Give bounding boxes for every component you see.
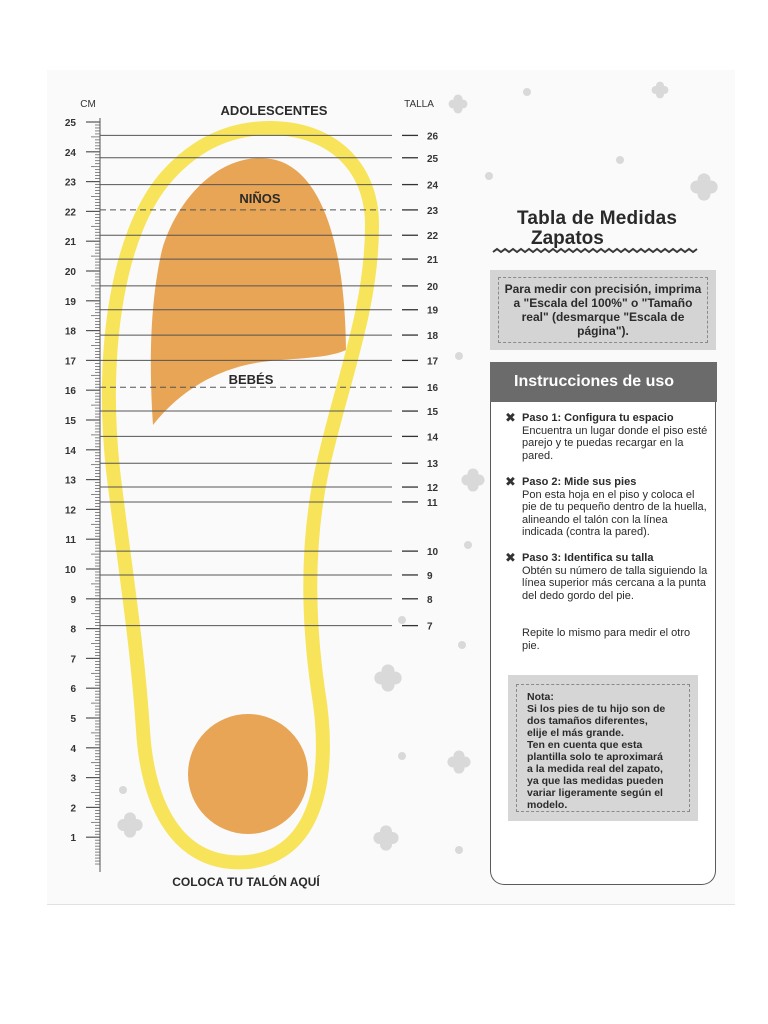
cm-tick-label: 1 xyxy=(70,833,76,845)
dot-decoration xyxy=(455,352,463,360)
flower-bullet-icon: ✖ xyxy=(505,550,516,565)
print-scale-text: Para medir con precisión, imprima a "Escala del 100%" o "Tamaño real" (desmarque "Escala de página"). xyxy=(498,277,708,343)
dot-decoration xyxy=(398,752,406,760)
dot-decoration xyxy=(523,88,531,96)
size-label: 17 xyxy=(427,356,439,368)
step-3 xyxy=(505,552,710,602)
dot-decoration xyxy=(455,846,463,854)
dot-decoration xyxy=(458,641,466,649)
step-2-title: Paso 2: Mide sus pies xyxy=(522,476,637,488)
cm-tick-label: 19 xyxy=(64,296,76,308)
size-label: 12 xyxy=(427,483,439,495)
flower-center xyxy=(382,834,390,842)
dot-decoration xyxy=(398,616,406,624)
flower-decoration-icon xyxy=(117,812,142,837)
nota-line: Si los pies de tu hijo son de xyxy=(527,703,666,715)
size-label: 23 xyxy=(427,205,439,217)
size-label: 9 xyxy=(427,570,433,582)
dot-decoration xyxy=(119,786,127,794)
cm-tick-label: 22 xyxy=(64,207,76,219)
cm-tick-label: 8 xyxy=(70,624,76,636)
size-label: 15 xyxy=(427,407,439,419)
cm-tick-label: 12 xyxy=(64,505,76,517)
repeat-note xyxy=(505,627,710,652)
size-label: 21 xyxy=(427,255,439,267)
flower-center xyxy=(699,182,708,191)
size-label: 11 xyxy=(427,497,438,509)
nota-line: elije el más grande. xyxy=(527,727,624,739)
flower-decoration-icon xyxy=(652,82,669,99)
dot-decoration xyxy=(464,541,472,549)
nota-line: ya que las medidas pueden xyxy=(527,775,664,787)
flower-decoration-icon xyxy=(449,95,468,114)
nota-line: modelo. xyxy=(527,799,568,811)
step-1 xyxy=(505,412,710,462)
size-label: 26 xyxy=(427,131,439,143)
page-title xyxy=(517,208,677,250)
cm-tick-label: 4 xyxy=(70,743,76,755)
step-2 xyxy=(505,476,710,539)
zone-label-adolescentes: ADOLESCENTES xyxy=(220,103,328,118)
cm-tick-label: 10 xyxy=(64,565,76,576)
zone-label-ninos: NIÑOS xyxy=(239,191,281,206)
nota-line: dos tamaños diferentes, xyxy=(527,715,648,727)
repeat-note-text: Repite lo mismo para medir el otro pie. xyxy=(522,627,691,652)
cm-tick-label: 9 xyxy=(70,594,76,606)
nota-content xyxy=(516,684,690,812)
flower-bullet-icon: ✖ xyxy=(505,410,516,425)
cm-tick-label: 21 xyxy=(64,237,76,249)
heel-circle xyxy=(188,714,308,834)
flower-bullet-icon: ✖ xyxy=(505,474,516,489)
print-scale-note xyxy=(490,270,716,350)
flower-decoration-icon xyxy=(690,173,717,200)
size-label: 22 xyxy=(427,231,439,243)
size-label: 7 xyxy=(427,621,433,633)
cm-tick-label: 6 xyxy=(70,684,76,696)
step-1-title: Paso 1: Configura tu espacio xyxy=(522,412,674,424)
cm-tick-label: 20 xyxy=(64,267,76,278)
nota-line: a la medida real del zapato, xyxy=(527,763,663,775)
cm-tick-label: 5 xyxy=(70,714,76,725)
size-label: 14 xyxy=(427,432,439,444)
cm-tick-label: 23 xyxy=(64,177,76,189)
cm-tick-label: 11 xyxy=(65,535,76,547)
step-1-body: Encuentra un lugar donde el piso esté parejo y te puedas recargar en la pared. xyxy=(522,424,708,462)
size-label: 20 xyxy=(427,281,439,293)
size-label: 8 xyxy=(427,594,433,606)
title-line-1: Tabla de Medidas xyxy=(517,208,678,229)
dot-decoration xyxy=(616,156,624,164)
size-label: 25 xyxy=(427,153,439,165)
step-3-body: Obtén su número de talla siguiendo la línea superior más cercana a la punta del dedo gordo del pie. xyxy=(522,564,708,602)
zone-label-bebes: BEBÉS xyxy=(228,372,274,387)
flower-center xyxy=(657,87,663,93)
instructions-header: Instrucciones de uso xyxy=(490,362,717,402)
cm-tick-label: 15 xyxy=(64,416,76,427)
flower-decoration-icon xyxy=(461,468,484,491)
size-label: 24 xyxy=(427,180,439,192)
size-label: 19 xyxy=(427,305,439,317)
cm-tick-label: 18 xyxy=(64,326,76,338)
size-label: 13 xyxy=(427,459,439,471)
cm-tick-label: 25 xyxy=(64,118,76,129)
cm-tick-label: 2 xyxy=(70,803,76,815)
flower-decoration-icon xyxy=(374,664,401,691)
flower-center xyxy=(455,101,461,107)
title-line-2: Zapatos xyxy=(531,228,604,249)
nota-title: Nota: xyxy=(527,691,554,703)
cm-ruler xyxy=(65,118,100,872)
step-3-title: Paso 3: Identifica su talla xyxy=(522,552,654,564)
flower-center xyxy=(126,821,134,829)
cm-tick-label: 13 xyxy=(64,475,76,487)
flower-decoration-icon xyxy=(373,825,398,850)
cm-tick-label: 17 xyxy=(64,356,76,368)
nota-line: plantilla solo te aproximará xyxy=(527,751,663,763)
flower-center xyxy=(469,476,477,484)
flower-center xyxy=(383,673,392,682)
size-axis-label: TALLA xyxy=(404,99,434,110)
flower-decoration-icon xyxy=(447,750,470,773)
cm-axis-label: CM xyxy=(80,99,96,110)
dot-decoration xyxy=(485,172,493,180)
cm-tick-label: 16 xyxy=(64,386,76,398)
nota-line: variar ligeramente según el xyxy=(527,787,663,799)
cm-tick-label: 14 xyxy=(64,445,76,457)
size-label: 10 xyxy=(427,547,439,559)
flower-center xyxy=(455,758,463,766)
heel-instruction: COLOCA TU TALÓN AQUÍ xyxy=(172,875,320,889)
cm-tick-label: 3 xyxy=(70,773,76,785)
size-label: 18 xyxy=(427,331,439,343)
nota-line: Ten en cuenta que esta xyxy=(527,739,643,751)
size-label: 16 xyxy=(427,383,439,395)
cm-tick-label: 7 xyxy=(70,654,76,666)
cm-tick-label: 24 xyxy=(64,147,76,159)
step-2-body: Pon esta hoja en el piso y coloca el pie de tu pequeño dentro de la huella, alineando el talón con la línea indicada (contra la pared). xyxy=(522,488,707,538)
nota-box xyxy=(508,675,698,821)
